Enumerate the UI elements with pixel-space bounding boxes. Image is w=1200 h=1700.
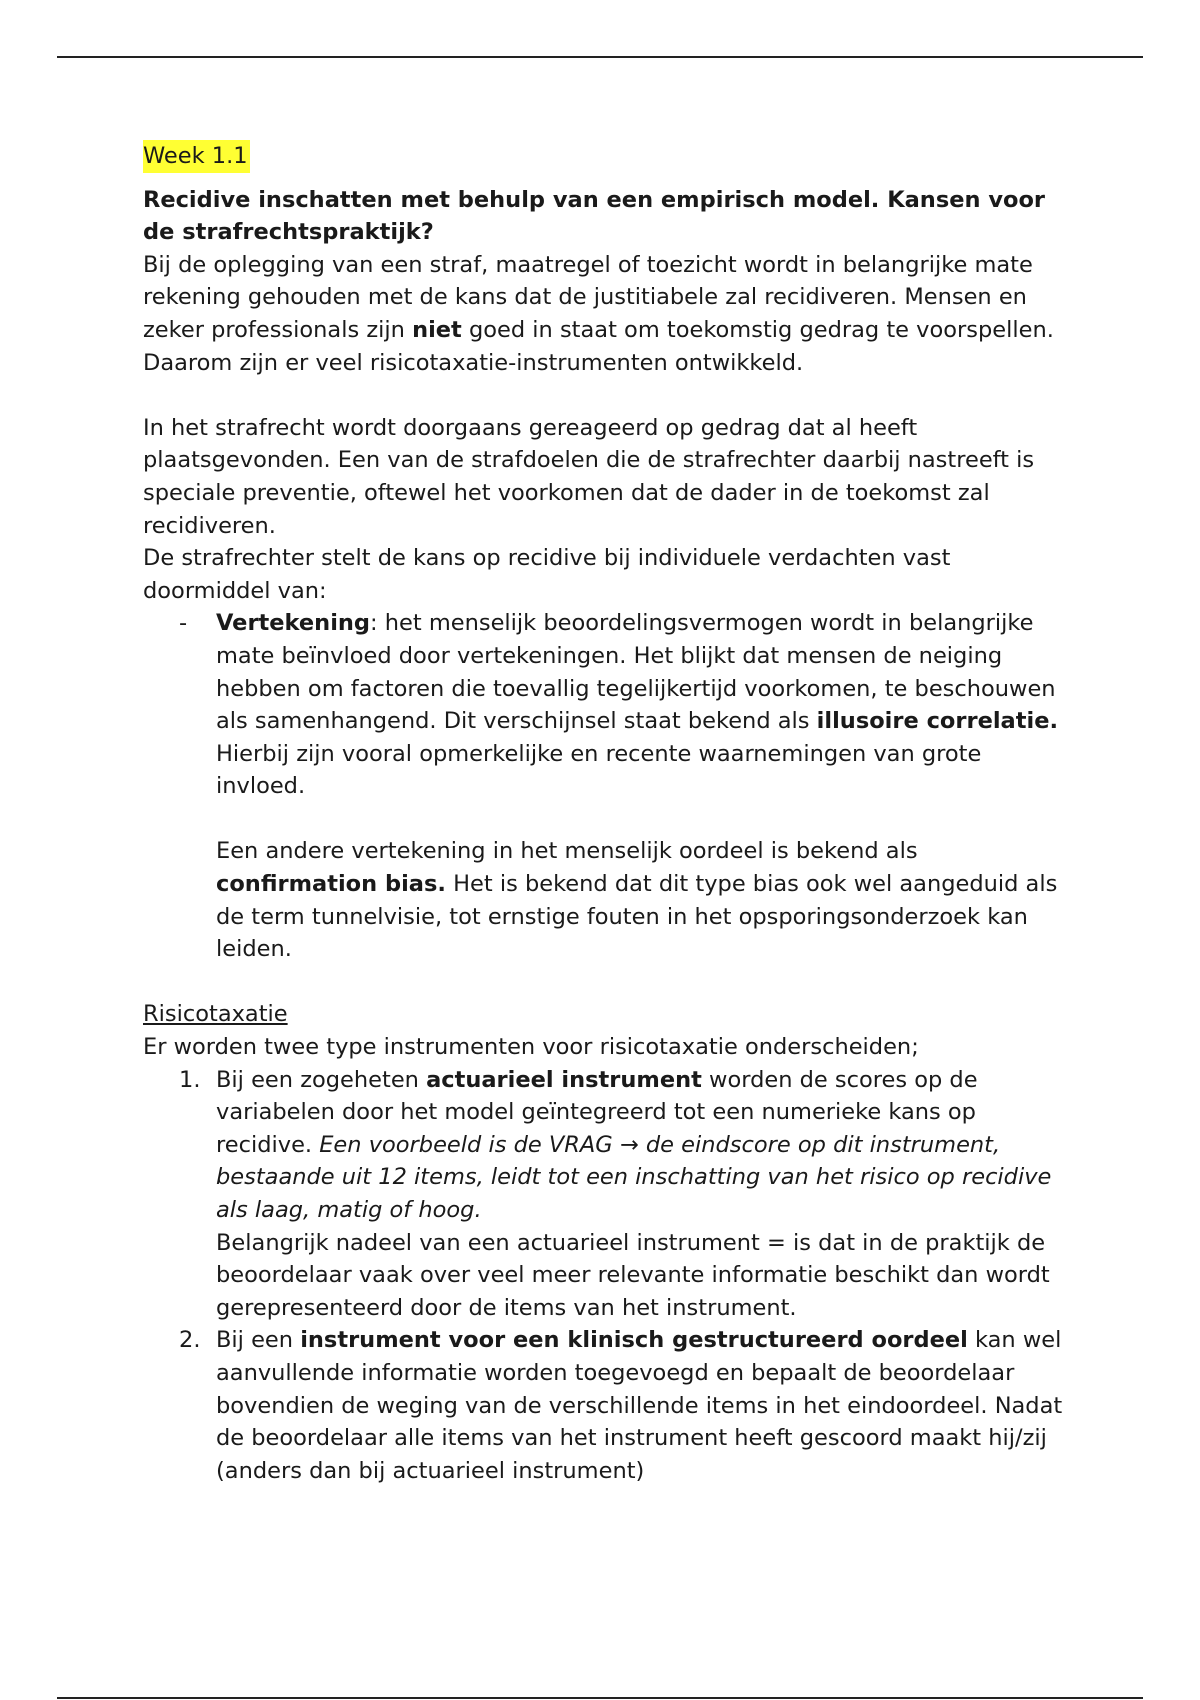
actuarieel-text-2: worden de scores op de variabelen door het model geïntegreerd tot een numerieke kans op recidive. <box>216 1066 978 1158</box>
dash-marker: - <box>179 610 188 637</box>
week-label-line <box>143 140 1063 184</box>
intro-paragraph <box>143 249 1063 379</box>
term-klinisch-oordeel: instrument voor een klinisch gestructureerd oordeel <box>300 1327 968 1354</box>
footer-rule <box>57 1697 1143 1699</box>
vertekening-text-2: Hierbij zijn vooral opmerkelijke en recente waarnemingen van grote invloed. <box>216 740 982 800</box>
actuarieel-example: Een voorbeeld is de VRAG → de eindscore op dit instrument, bestaande uit 12 items, leidt tot een inschatting van het risico op recidive als laag, matig of hoog. <box>216 1131 1052 1223</box>
term-actuarieel-instrument: actuarieel instrument <box>426 1066 702 1093</box>
paragraph-strafrecht: In het strafrecht wordt doorgaans gereageerd op gedrag dat al heeft plaatsgevonden. Een van de strafdoelen die de strafrechter daarbij nastreeft is speciale preventie, oftewel het voorkomen dat de dader in de toekomst zal recidiveren. <box>143 414 1035 539</box>
term-vertekening: Vertekening <box>216 610 371 637</box>
actuarieel-text-1: Bij een zogeheten <box>216 1066 427 1093</box>
vertekening-text <box>216 607 1063 803</box>
spacer <box>143 966 1063 999</box>
document-title: Recidive inschatten met behulp van een empirisch model. Kansen voor de strafrechtspraktijk? <box>143 186 1046 246</box>
klinisch-text-1: Bij een <box>216 1327 301 1354</box>
header-rule <box>57 56 1143 58</box>
list-item-vertekening <box>143 607 1063 966</box>
klinisch-text <box>216 1324 1063 1487</box>
number-marker: 1. <box>179 1066 201 1093</box>
confirmation-text-2: Het is bekend dat dit type bias ook wel aangeduid als de term tunnelvisie, tot ernstige fouten in het opsporingsonderzoek kan leiden. <box>216 871 1058 963</box>
intro-text-1: Bij de oplegging van een straf, maatregel of toezicht wordt in belangrijke mate rekening gehouden met de kans dat de justitiabele zal recidiveren. Mensen en zeker professionals zijn <box>143 251 1033 343</box>
intro-bold-niet: niet <box>412 316 462 343</box>
list-item-klinisch <box>143 1324 1063 1487</box>
confirmation-text-1: Een andere vertekening in het menselijk oordeel is bekend als <box>216 838 918 865</box>
spacer <box>143 379 1063 412</box>
klinisch-text-2: kan wel aanvullende informatie worden toegevoegd en bepaalt de beoordelaar bovendien de weging van de verschillende items in het eindoordeel. Nadat de beoordelaar alle items van het instrument heeft gescoord maakt hij/zij (anders dan bij actuarieel instrument) <box>216 1327 1063 1484</box>
actuarieel-nadeel: Belangrijk nadeel van een actuarieel instrument = is dat in de praktijk de beoordelaar vaak over veel meer relevante informatie beschikt dan wordt gerepresenteerd door de items van het instrument. <box>216 1229 1050 1321</box>
number-marker: 2. <box>179 1327 201 1354</box>
numbered-list <box>143 1064 1063 1488</box>
spacer <box>216 803 1063 836</box>
document-body <box>143 140 1063 1487</box>
bullet-list <box>143 607 1063 966</box>
term-confirmation-bias: confirmation bias. <box>216 871 446 898</box>
week-label: Week 1.1 <box>143 140 250 173</box>
list-item-actuarieel <box>143 1064 1063 1325</box>
paragraph-kans-op-recidive: De strafrechter stelt de kans op recidive bij individuele verdachten vast doormiddel van: <box>143 545 951 604</box>
intro-text-2: goed in staat om toekomstig gedrag te voorspellen. Daarom zijn er veel risicotaxatie-instrumenten ontwikkeld. <box>143 316 1054 376</box>
actuarieel-text <box>216 1064 1063 1227</box>
vertekening-text-1: : het menselijk beoordelingsvermogen wordt in belangrijke mate beïnvloed door vertekeningen. Het blijkt dat mensen de neiging hebben om factoren die toevallig tegelijkertijd voorkomen, te beschouwen als samenhangend. Dit verschijnsel staat bekend als <box>216 610 1056 735</box>
term-illusoire-correlatie: illusoire correlatie. <box>816 708 1058 735</box>
section-intro: Er worden twee type instrumenten voor risicotaxatie onderscheiden; <box>143 1034 919 1061</box>
section-heading-risicotaxatie: Risicotaxatie <box>143 1001 288 1028</box>
confirmation-bias-text <box>216 835 1063 965</box>
